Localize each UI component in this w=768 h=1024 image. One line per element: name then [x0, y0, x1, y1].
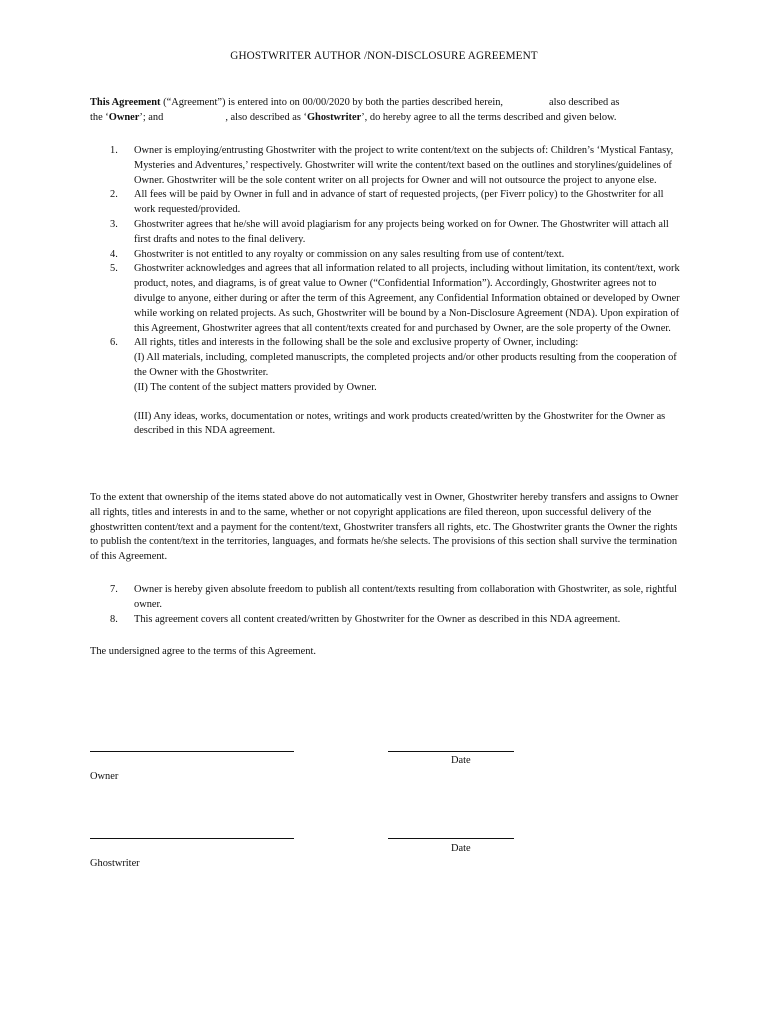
clause-subitem: (I) All materials, including, completed manuscripts, the completed projects and/or other products resulting from the cooperation of the Owner with the Ghostwriter.: [134, 352, 677, 378]
clause-text: All rights, titles and interests in the following shall be the sole and exclusive property of Owner, including:: [134, 337, 579, 349]
ghostwriter-signature-line: [90, 838, 294, 839]
ownership-paragraph: To the extent that ownership of the items stated above do not automatically vest in Owner, Ghostwriter hereby transfers and assigns to Owner all rights, titles and interests in and to the same, whether or not copyright applications are filed thereon, upon successful delivery of the ghostwritten content/text and a payment for the content/text, Ghostwriter transfers all rights, etc. The Ghostwriter grants the Owner the rights to publish the content/text in the territories, languages, and formats he/she selects. The provisions of this section shall survive the termination of this Agreement.: [90, 492, 679, 563]
clause-item: [90, 188, 680, 218]
clause-text: Owner is hereby given absolute freedom to publish all content/texts resulting from collaboration with Ghostwriter, as sole, rightful owner.: [134, 584, 677, 610]
clause-number: 2.: [110, 189, 118, 201]
clause-list-b: [90, 583, 680, 627]
owner-label: Owner: [90, 771, 119, 782]
intro-part6: ’, do hereby agree to all the terms described and given below.: [361, 111, 617, 123]
intro-paragraph: [90, 96, 680, 126]
clause-text: Ghostwriter is not entitled to any royalty or commission on any sales resulting from use of content/text.: [134, 248, 565, 260]
agreement-statement: The undersigned agree to the terms of this Agreement.: [90, 646, 316, 657]
intro-ghost: Ghostwriter: [306, 111, 362, 123]
clause-number: 1.: [110, 145, 118, 156]
intro-part4: ’; and: [139, 111, 164, 123]
clause-item: [90, 218, 680, 248]
clause-number: 3.: [110, 218, 118, 230]
clause-number: 6.: [110, 337, 118, 349]
clause-text: This agreement covers all content created/written by Ghostwriter for the Owner as described in this NDA agreement.: [134, 613, 621, 625]
clause-number: 5.: [110, 263, 118, 275]
ghostwriter-date-line: [388, 838, 514, 839]
clause-item: [90, 336, 680, 439]
intro-part1: (“Agreement”) is entered into on 00/00/2020 by both the parties described herein,: [160, 97, 504, 108]
intro-owner: Owner: [108, 111, 140, 123]
owner-date-line: [388, 751, 514, 752]
intro-part2: also described as: [549, 97, 620, 108]
clause-subitem: (III) Any ideas, works, documentation or notes, writings and work products created/written by the Ghostwriter for the Owner as described in this NDA agreement.: [134, 410, 666, 437]
ghostwriter-label: Ghostwriter: [90, 858, 140, 869]
intro-lead: This Agreement: [90, 97, 161, 108]
clause-text: Ghostwriter agrees that he/she will avoid plagiarism for any projects being worked on for Owner. The Ghostwriter will attach all first drafts and notes to the final delivery.: [134, 218, 669, 245]
clause-item: [90, 248, 680, 263]
clause-item: [90, 613, 680, 628]
owner-signature-line: [90, 751, 294, 752]
clause-item: [90, 583, 680, 613]
clause-number: 8.: [110, 613, 118, 625]
intro-part5: , also described as ‘: [225, 111, 307, 123]
clause-text: All fees will be paid by Owner in full and in advance of start of requested projects, (per Fiverr policy) to the Ghostwriter for all work requested/provided.: [134, 189, 664, 216]
clause-number: 7.: [110, 584, 118, 595]
clause-text: Ghostwriter acknowledges and agrees that all information related to all projects, including without limitation, its content/text, work product, notes, and diagrams, is of great value to Owner (“Confidential Information”). Accordingly, Ghostwriter agrees not to divulge to anyone, either during or after the term of this Agreement, any Confidential Information obtained or developed by Owner while working on related projects. As such, Ghostwriter will be bound by a Non-Disclosure Agreement (NDA). Upon expiration of this Agreement, Ghostwriter agrees that all content/texts created for and purchased by Owner, are the sole property of the Owner.: [134, 263, 680, 334]
clause-item: [90, 262, 680, 336]
intro-part3: the ‘: [90, 111, 109, 123]
owner-date-label: Date: [451, 755, 471, 766]
clause-item: [90, 144, 680, 188]
ghostwriter-date-label: Date: [451, 843, 471, 854]
clause-list-a: [90, 144, 680, 439]
document-title: GHOSTWRITER AUTHOR /NON-DISCLOSURE AGREEMENT: [230, 50, 538, 62]
clause-subitem: (II) The content of the subject matters provided by Owner.: [134, 381, 377, 393]
clause-number: 4.: [110, 248, 118, 260]
clause-text: Owner is employing/entrusting Ghostwriter with the project to write content/text on the subjects of: Children’s ‘Mystical Fantasy, Mysteries and Adventures,’ respectively. Ghostwriter will write the content/text based on the outlines and storylines/guidelines of Owner. Ghostwriter will be the sole content writer on all projects for Owner and will not outsource the project to anyone else.: [134, 145, 674, 186]
